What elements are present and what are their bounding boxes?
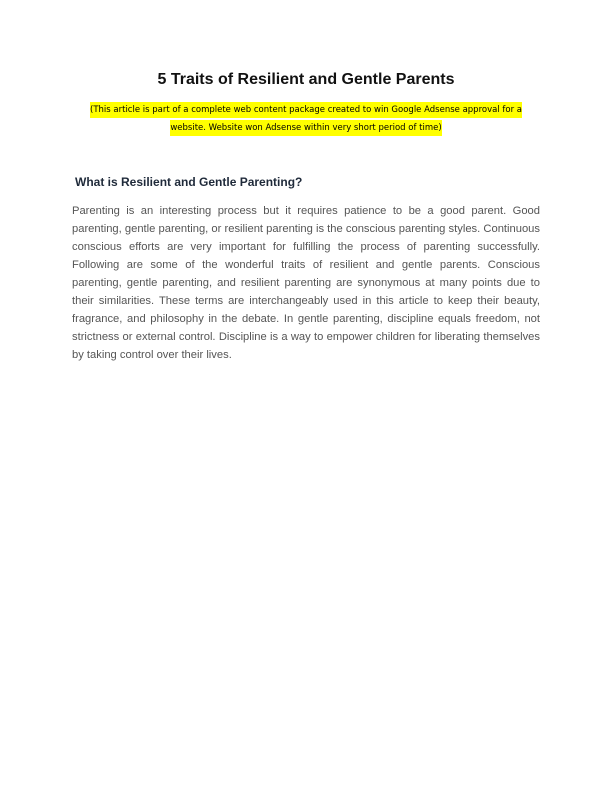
body-paragraph: Parenting is an interesting process but it requires patience to be a good parent. Good parenting, gentle parenting, or resilient parenting is the conscious parenting styles. Continuous conscious efforts are very important for fulfilling the process of parenting successfully. Following are some of the wonderful traits of resilient and gentle parents. Conscious parenting, gentle parenting, and resilient parenting are synonymous at many points due to their similarities. These terms are interchangeably used in this article to keep their beauty, fragrance, and philosophy in the debate. In gentle parenting, discipline equals freedom, not strictness or external control. Discipline is a way to empower children for liberating themselves by taking control over their lives. (72, 205, 540, 361)
document-title: 5 Traits of Resilient and Gentle Parents (157, 71, 455, 88)
highlighted-notice (80, 101, 532, 137)
notice-text: (This article is part of a complete web content package created to win Google Adsense approval for a website. Website won Adsense within very short period of time) (90, 102, 522, 136)
section-heading: What is Resilient and Gentle Parenting? (75, 175, 303, 189)
